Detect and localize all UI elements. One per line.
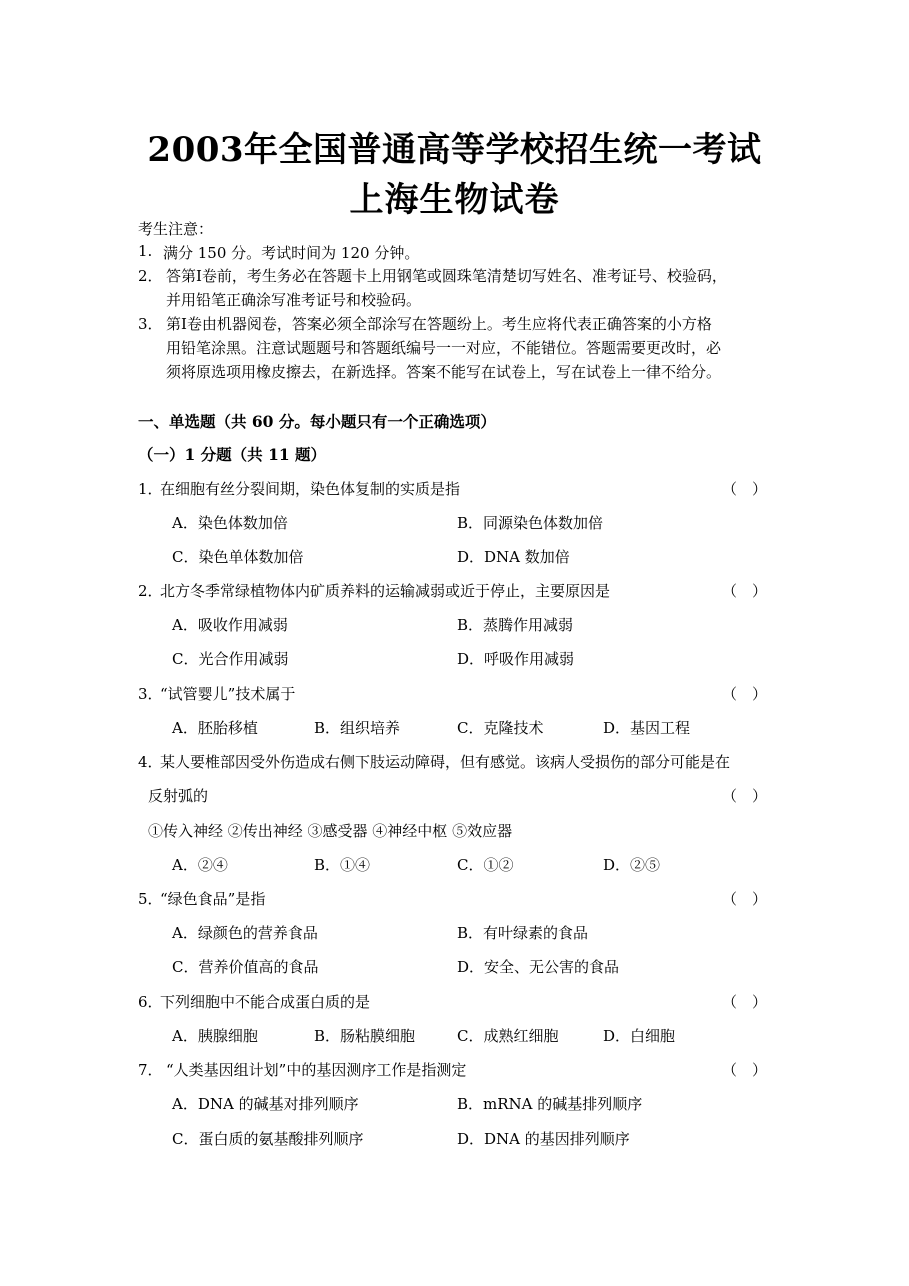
notice-1-number: 1.	[138, 242, 153, 260]
notice-1-text: 满分 150 分。考试时间为 120 分钟。	[163, 244, 420, 262]
question-1-option-d: D．DNA 数加倍	[457, 548, 570, 566]
question-1-number: 1．	[138, 480, 163, 498]
question-7-option-b: B．mRNA 的碱基排列顺序	[457, 1095, 643, 1113]
question-2-option-c: C．光合作用减弱	[172, 650, 289, 668]
question-6-stem: 下列细胞中不能合成蛋白质的是	[160, 993, 371, 1011]
notice-2-text-line2: 并用铅笔正确涂写准考证号和校验码。	[166, 291, 422, 309]
answer-bracket: （ ）	[722, 787, 768, 805]
notice-2-number: 2．	[138, 267, 163, 285]
question-3-option-c: C．克隆技术	[457, 719, 544, 737]
notice-2-text-line1: 答第Ⅰ卷前，考生务必在答题卡上用钢笔或圆珠笔清楚切写姓名、准考证号、校验码，	[166, 267, 727, 285]
question-4-choices-list: ①传入神经 ②传出神经 ③感受器 ④神经中枢 ⑤效应器	[148, 822, 513, 840]
question-4-stem-line2: 反射弧的	[148, 787, 209, 805]
question-6-option-c: C．成熟红细胞	[457, 1027, 559, 1045]
question-6-option-b: B．肠粘膜细胞	[314, 1027, 416, 1045]
question-1-option-b: B．同源染色体数加倍	[457, 514, 604, 532]
question-3-stem: “试管婴儿”技术属于	[160, 685, 296, 703]
exam-subtitle: 上海生物试卷	[349, 180, 560, 220]
question-1-option-c: C．染色单体数加倍	[172, 548, 304, 566]
question-3-option-a: A．胚胎移植	[172, 719, 258, 737]
question-4-stem-line1: 某人要椎部因受外伤造成右侧下肢运动障碍，但有感觉。该病人受损伤的部分可能是在	[160, 753, 731, 771]
question-6-option-d: D．白细胞	[603, 1027, 676, 1045]
question-7-option-d: D．DNA 的基因排列顺序	[457, 1130, 630, 1148]
question-1-stem: 在细胞有丝分裂间期，染色体复制的实质是指	[160, 480, 461, 498]
question-7-option-a: A．DNA 的碱基对排列顺序	[172, 1095, 359, 1113]
question-7-stem: “人类基因组计划”中的基因测序工作是指测定	[166, 1061, 467, 1079]
question-2-number: 2．	[138, 582, 163, 600]
notice-3-text-line3: 须将原选项用橡皮擦去，在新选择。答案不能写在试卷上，写在试卷上一律不给分。	[166, 363, 722, 381]
answer-bracket: （ ）	[722, 480, 768, 498]
question-4-option-b: B．①④	[314, 856, 371, 874]
question-5-stem: “绿色食品”是指	[160, 890, 266, 908]
notice-3-text-line2: 用铅笔涂黑。注意试题题号和答题纸编号一一对应，不能错位。答题需要更改时，必	[166, 339, 722, 357]
question-3-option-b: B．组织培养	[314, 719, 401, 737]
question-5-option-a: A．绿颜色的营养食品	[172, 924, 318, 942]
question-2-option-a: A．吸收作用减弱	[172, 616, 288, 634]
question-6-number: 6．	[138, 993, 163, 1011]
question-5-option-b: B．有叶绿素的食品	[457, 924, 589, 942]
question-3-option-d: D．基因工程	[603, 719, 691, 737]
answer-bracket: （ ）	[722, 890, 768, 908]
question-2-stem: 北方冬季常绿植物体内矿质养料的运输减弱或近于停止，主要原因是	[160, 582, 611, 600]
section-subtitle: （一）1 分题（共 11 题）	[138, 445, 327, 464]
question-3-number: 3．	[138, 685, 163, 703]
exam-title: 2003年全国普通高等学校招生统一考试	[147, 130, 762, 170]
notice-3-text-line1: 第Ⅰ卷由机器阅卷，答案必须全部涂写在答题纷上。考生应将代表正确答案的小方格	[166, 315, 712, 333]
answer-bracket: （ ）	[722, 1061, 768, 1079]
notice-3-number: 3．	[138, 315, 163, 333]
question-7-number: 7．	[138, 1061, 163, 1079]
answer-bracket: （ ）	[722, 993, 768, 1011]
question-5-number: 5．	[138, 890, 163, 908]
question-5-option-d: D．安全、无公害的食品	[457, 958, 620, 976]
question-2-option-b: B．蒸腾作用减弱	[457, 616, 574, 634]
question-4-option-a: A．②④	[172, 856, 228, 874]
question-4-option-d: D．②⑤	[603, 856, 661, 874]
notice-heading: 考生注意：	[138, 220, 214, 238]
question-5-option-c: C．营养价值高的食品	[172, 958, 319, 976]
answer-bracket: （ ）	[722, 582, 768, 600]
answer-bracket: （ ）	[722, 685, 768, 703]
question-4-number: 4．	[138, 753, 163, 771]
section-title: 一、单选题（共 60 分。每小题只有一个正确选项）	[138, 412, 496, 431]
question-2-option-d: D．呼吸作用减弱	[457, 650, 575, 668]
question-1-option-a: A．染色体数加倍	[172, 514, 288, 532]
question-6-option-a: A．胰腺细胞	[172, 1027, 258, 1045]
question-4-option-c: C．①②	[457, 856, 514, 874]
question-7-option-c: C．蛋白质的氨基酸排列顺序	[172, 1130, 364, 1148]
